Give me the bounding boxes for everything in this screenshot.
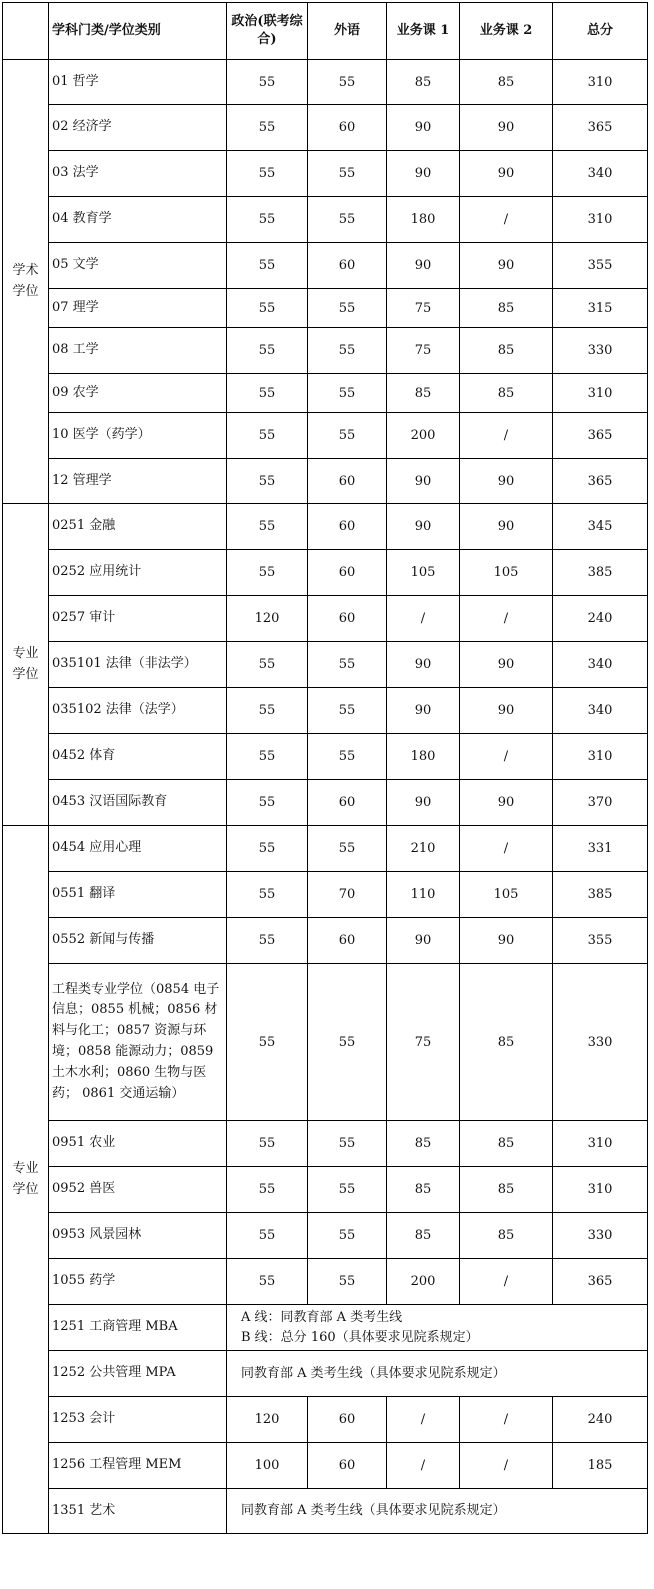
course1-score: 85: [387, 1213, 460, 1259]
table-row: [3, 642, 648, 688]
course1-score: 75: [387, 289, 460, 328]
politics-score: 55: [227, 105, 308, 151]
total-score: 310: [553, 1167, 648, 1213]
total-score: 330: [553, 328, 648, 374]
course2-score: /: [460, 734, 553, 780]
foreign-score: 55: [308, 60, 387, 105]
politics-score: 55: [227, 872, 308, 918]
discipline-name: 035102 法律（法学）: [49, 688, 227, 734]
course2-score: 85: [460, 60, 553, 105]
foreign-score: 60: [308, 504, 387, 550]
total-score: 365: [553, 1259, 648, 1305]
total-score: 340: [553, 688, 648, 734]
course2-score: 85: [460, 1213, 553, 1259]
course2-score: 90: [460, 688, 553, 734]
foreign-score: 55: [308, 734, 387, 780]
table-row: [3, 105, 648, 151]
admission-note: [227, 1305, 648, 1351]
course2-score: 85: [460, 964, 553, 1121]
course2-score: 90: [460, 459, 553, 504]
course2-score: 105: [460, 550, 553, 596]
total-score: 310: [553, 197, 648, 243]
foreign-score: 55: [308, 197, 387, 243]
politics-score: 55: [227, 459, 308, 504]
course1-score: 200: [387, 413, 460, 459]
table-row: [3, 459, 648, 504]
table-row: [3, 1443, 648, 1489]
foreign-score: 60: [308, 1397, 387, 1443]
discipline-name: 0453 汉语国际教育: [49, 780, 227, 826]
course2-score: 85: [460, 1121, 553, 1167]
course1-score: 90: [387, 642, 460, 688]
course2-score: /: [460, 1259, 553, 1305]
course1-score: 90: [387, 918, 460, 964]
total-score: 330: [553, 1213, 648, 1259]
header-category: [3, 3, 49, 60]
header-foreign-language: 外语: [308, 3, 387, 60]
discipline-name: 07 理学: [49, 289, 227, 328]
total-score: 385: [553, 550, 648, 596]
course1-score: /: [387, 1397, 460, 1443]
category-cell-academic: 学术学位: [3, 60, 49, 504]
discipline-name: 0257 审计: [49, 596, 227, 642]
course1-score: 75: [387, 964, 460, 1121]
course1-score: 210: [387, 826, 460, 872]
course1-score: 85: [387, 60, 460, 105]
table-row: [3, 328, 648, 374]
politics-score: 55: [227, 328, 308, 374]
discipline-name: 08 工学: [49, 328, 227, 374]
foreign-score: 60: [308, 459, 387, 504]
foreign-score: 60: [308, 780, 387, 826]
total-score: 365: [553, 105, 648, 151]
politics-score: 55: [227, 374, 308, 413]
course1-score: 85: [387, 1167, 460, 1213]
discipline-name: 0252 应用统计: [49, 550, 227, 596]
foreign-score: 60: [308, 1443, 387, 1489]
discipline-name: 0552 新闻与传播: [49, 918, 227, 964]
course1-score: 90: [387, 243, 460, 289]
course1-score: 90: [387, 151, 460, 197]
total-score: 310: [553, 374, 648, 413]
table-row: [3, 918, 648, 964]
politics-score: 55: [227, 197, 308, 243]
foreign-score: 55: [308, 688, 387, 734]
discipline-name: 1253 会计: [49, 1397, 227, 1443]
course2-score: 90: [460, 918, 553, 964]
foreign-score: 55: [308, 1121, 387, 1167]
table-row: [3, 1351, 648, 1397]
total-score: 355: [553, 243, 648, 289]
course2-score: 85: [460, 1167, 553, 1213]
admission-note: 同教育部 A 类考生线（具体要求见院系规定）: [227, 1351, 648, 1397]
discipline-name: 0951 农业: [49, 1121, 227, 1167]
header-course-1: 业务课 1: [387, 3, 460, 60]
politics-score: 55: [227, 289, 308, 328]
foreign-score: 55: [308, 1167, 387, 1213]
foreign-score: 60: [308, 918, 387, 964]
total-score: 310: [553, 1121, 648, 1167]
foreign-score: 60: [308, 243, 387, 289]
course1-score: 90: [387, 105, 460, 151]
course1-score: 85: [387, 374, 460, 413]
total-score: 340: [553, 151, 648, 197]
course1-score: 90: [387, 780, 460, 826]
note-line: B 线：总分 160（具体要求见院系规定）: [241, 1329, 479, 1345]
table-row: [3, 688, 648, 734]
total-score: 345: [553, 504, 648, 550]
foreign-score: 55: [308, 1213, 387, 1259]
course2-score: 85: [460, 328, 553, 374]
discipline-name: 03 法学: [49, 151, 227, 197]
table-row: [3, 872, 648, 918]
table-row: [3, 964, 648, 1121]
politics-score: 55: [227, 1167, 308, 1213]
total-score: 240: [553, 1397, 648, 1443]
table-row: [3, 151, 648, 197]
discipline-name: 04 教育学: [49, 197, 227, 243]
discipline-name: 09 农学: [49, 374, 227, 413]
politics-score: 55: [227, 918, 308, 964]
discipline-name: 0551 翻译: [49, 872, 227, 918]
foreign-score: 55: [308, 826, 387, 872]
table-row: [3, 243, 648, 289]
total-score: 185: [553, 1443, 648, 1489]
politics-score: 120: [227, 1397, 308, 1443]
total-score: 315: [553, 289, 648, 328]
table-row: [3, 60, 648, 105]
course1-score: 180: [387, 197, 460, 243]
politics-score: 55: [227, 60, 308, 105]
header-politics: 政治(联考综合): [227, 3, 308, 60]
politics-score: 120: [227, 596, 308, 642]
course1-score: 90: [387, 504, 460, 550]
table-row: [3, 734, 648, 780]
discipline-name: 1251 工商管理 MBA: [49, 1305, 227, 1351]
foreign-score: 55: [308, 328, 387, 374]
total-score: 370: [553, 780, 648, 826]
table-row: [3, 504, 648, 550]
politics-score: 55: [227, 780, 308, 826]
total-score: 310: [553, 60, 648, 105]
foreign-score: 55: [308, 1259, 387, 1305]
total-score: 385: [553, 872, 648, 918]
total-score: 331: [553, 826, 648, 872]
course1-score: 110: [387, 872, 460, 918]
course2-score: 90: [460, 504, 553, 550]
foreign-score: 60: [308, 550, 387, 596]
course1-score: 105: [387, 550, 460, 596]
discipline-name: 01 哲学: [49, 60, 227, 105]
discipline-name: 1252 公共管理 MPA: [49, 1351, 227, 1397]
politics-score: 55: [227, 243, 308, 289]
discipline-name: 10 医学（药学）: [49, 413, 227, 459]
course1-score: 90: [387, 459, 460, 504]
politics-score: 55: [227, 151, 308, 197]
course2-score: 90: [460, 151, 553, 197]
total-score: 330: [553, 964, 648, 1121]
table-row: [3, 197, 648, 243]
header-course-2: 业务课 2: [460, 3, 553, 60]
table-row: [3, 1489, 648, 1534]
foreign-score: 60: [308, 105, 387, 151]
total-score: 310: [553, 734, 648, 780]
course2-score: 90: [460, 243, 553, 289]
politics-score: 55: [227, 964, 308, 1121]
course2-score: /: [460, 596, 553, 642]
table-row: [3, 780, 648, 826]
politics-score: 55: [227, 642, 308, 688]
table-row: [3, 1213, 648, 1259]
total-score: 365: [553, 459, 648, 504]
politics-score: 55: [227, 413, 308, 459]
politics-score: 55: [227, 688, 308, 734]
discipline-name: 0952 兽医: [49, 1167, 227, 1213]
total-score: 240: [553, 596, 648, 642]
course1-score: /: [387, 596, 460, 642]
foreign-score: 70: [308, 872, 387, 918]
discipline-name: 0454 应用心理: [49, 826, 227, 872]
discipline-name: 1256 工程管理 MEM: [49, 1443, 227, 1489]
table-row: [3, 374, 648, 413]
course1-score: 90: [387, 688, 460, 734]
note-line: A 线：同教育部 A 类考生线: [241, 1310, 403, 1325]
table-row: [3, 413, 648, 459]
discipline-name: 1055 药学: [49, 1259, 227, 1305]
discipline-name: 05 文学: [49, 243, 227, 289]
course2-score: /: [460, 413, 553, 459]
course2-score: 90: [460, 105, 553, 151]
politics-score: 55: [227, 504, 308, 550]
table-row: [3, 1305, 648, 1351]
foreign-score: 55: [308, 413, 387, 459]
course1-score: 180: [387, 734, 460, 780]
discipline-name: 0251 金融: [49, 504, 227, 550]
politics-score: 55: [227, 734, 308, 780]
course1-score: 200: [387, 1259, 460, 1305]
foreign-score: 55: [308, 964, 387, 1121]
header-total: 总分: [553, 3, 648, 60]
discipline-name: 1351 艺术: [49, 1489, 227, 1534]
total-score: 340: [553, 642, 648, 688]
course2-score: 105: [460, 872, 553, 918]
foreign-score: 60: [308, 596, 387, 642]
course2-score: /: [460, 1397, 553, 1443]
header-discipline: 学科门类/学位类别: [49, 3, 227, 60]
politics-score: 55: [227, 550, 308, 596]
discipline-name: 0452 体育: [49, 734, 227, 780]
politics-score: 55: [227, 826, 308, 872]
admission-note: 同教育部 A 类考生线（具体要求见院系规定）: [227, 1489, 648, 1534]
category-cell-professional: 专业学位: [3, 504, 49, 826]
discipline-name: 12 管理学: [49, 459, 227, 504]
foreign-score: 55: [308, 374, 387, 413]
foreign-score: 55: [308, 289, 387, 328]
politics-score: 55: [227, 1121, 308, 1167]
foreign-score: 55: [308, 642, 387, 688]
total-score: 355: [553, 918, 648, 964]
politics-score: 100: [227, 1443, 308, 1489]
table-row: [3, 1259, 648, 1305]
total-score: 365: [553, 413, 648, 459]
course2-score: 85: [460, 289, 553, 328]
table-row: [3, 826, 648, 872]
course1-score: 75: [387, 328, 460, 374]
course2-score: /: [460, 826, 553, 872]
course2-score: 90: [460, 780, 553, 826]
discipline-name: 0953 风景园林: [49, 1213, 227, 1259]
course1-score: /: [387, 1443, 460, 1489]
foreign-score: 55: [308, 151, 387, 197]
politics-score: 55: [227, 1213, 308, 1259]
table-row: [3, 1167, 648, 1213]
table-row: [3, 289, 648, 328]
table-row: [3, 550, 648, 596]
score-table: [2, 2, 648, 1534]
politics-score: 55: [227, 1259, 308, 1305]
discipline-name: 02 经济学: [49, 105, 227, 151]
course1-score: 85: [387, 1121, 460, 1167]
category-cell-professional-2: 专业学位: [3, 826, 49, 1534]
table-row: [3, 596, 648, 642]
course2-score: 90: [460, 642, 553, 688]
table-row: [3, 1121, 648, 1167]
course2-score: /: [460, 1443, 553, 1489]
table-row: [3, 1397, 648, 1443]
discipline-name: 工程类专业学位（0854 电子信息；0855 机械；0856 材料与化工；0857 资源与环境；0858 能源动力；0859 土木水利；0860 生物与医药； 0861 交通运输）: [49, 964, 227, 1121]
discipline-name: 035101 法律（非法学）: [49, 642, 227, 688]
course2-score: /: [460, 197, 553, 243]
header-row: [3, 3, 648, 60]
course2-score: 85: [460, 374, 553, 413]
